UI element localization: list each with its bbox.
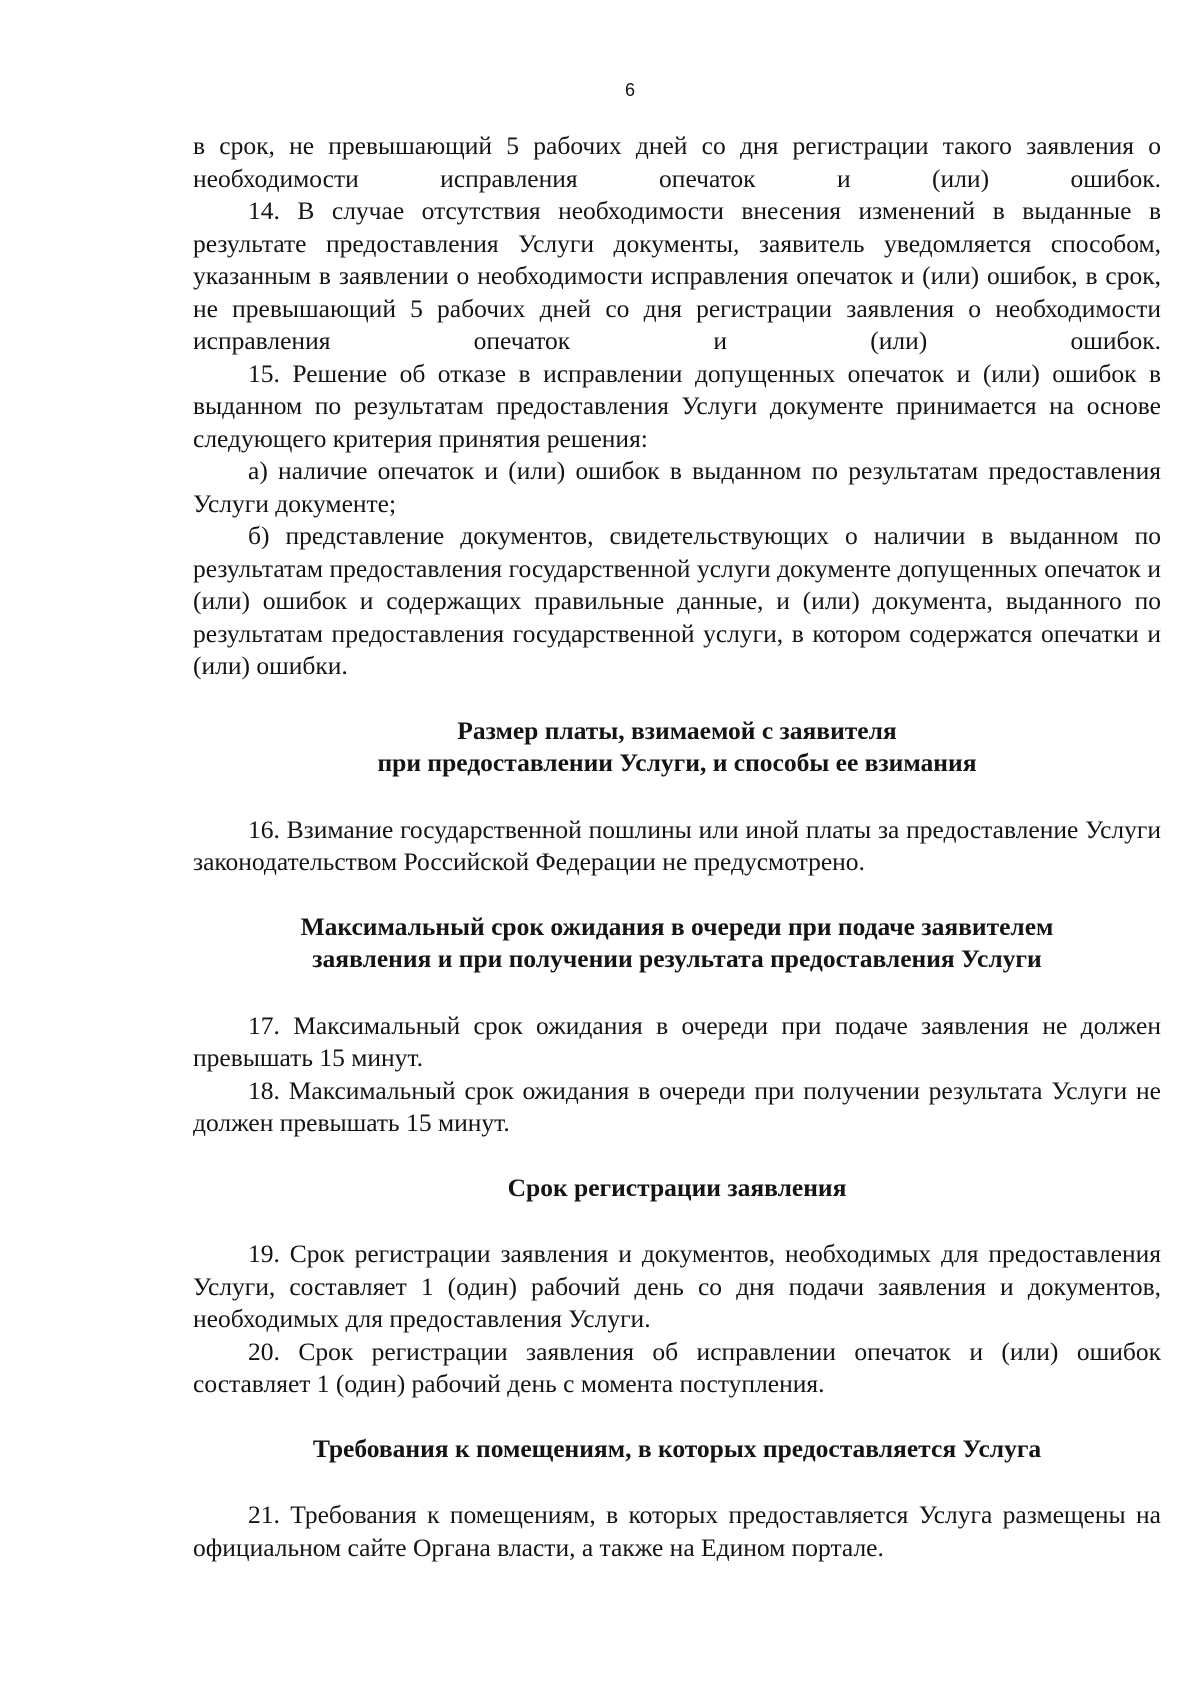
heading-fee-line-2: при предоставлении Услуги, и способы ее взимания [377, 748, 977, 777]
paragraph-17: 17. Максимальный срок ожидания в очереди при подаче заявления не должен превышать 15 минут. [193, 1010, 1161, 1072]
heading-queue-line-1: Максимальный срок ожидания в очереди при подаче заявителем [300, 911, 1054, 941]
paragraph-15-a: а) наличие опечаток и (или) ошибок в выданном по результатам предоставления Услуги документе; [193, 456, 1161, 518]
paragraph-14: 14. В случае отсутствия необходимости внесения изменений в выданные в результате предоставления Услуги документы, заявитель уведомляется способом, указанным в заявлении о необходимости исправления опечаток и (или) ошибок, в срок, не превышающий 5 рабочих дней со дня регистрации заявления о необходимости исправления опечаток и (или) ошибок. [193, 196, 1161, 355]
paragraph-continuation: в срок, не превышающий 5 рабочих дней со дня регистрации такого заявления о необходимости исправления опечаток и (или) ошибок. [193, 131, 1161, 193]
paragraph-19: 19. Срок регистрации заявления и документов, необходимых для предоставления Услуги, составляет 1 (один) рабочий день со дня подачи заявления и документов, необходимых для предоставления Услуги. [193, 1239, 1161, 1333]
heading-registration: Срок регистрации заявления [507, 1172, 847, 1202]
paragraph-21: 21. Требования к помещениям, в которых предоставляется Услуга размещены на официальном сайте Органа власти, а также на Едином портале. [193, 1500, 1161, 1562]
page-number: 6 [624, 80, 635, 100]
paragraph-16: 16. Взимание государственной пошлины или иной платы за предоставление Услуги законодательством Российской Федерации не предусмотрено. [193, 814, 1161, 876]
heading-queue-line-2: заявления и при получении результата предоставления Услуги [312, 944, 1042, 973]
paragraph-15: 15. Решение об отказе в исправлении допущенных опечаток и (или) ошибок в выданном по результатам предоставления Услуги документе принимается на основе следующего критерия принятия решения: [193, 358, 1161, 453]
paragraph-15-b: б) представление документов, свидетельствующих о наличии в выданном по результатам предоставления государственной услуги документе допущенных опечаток и (или) ошибок и содержащих правильные данные, и (или) документа, выданного по результатам предоставления государственной услуги, в котором содержатся опечатки и (или) ошибки. [193, 521, 1161, 680]
paragraph-20: 20. Срок регистрации заявления об исправлении опечаток и (или) ошибок составляет 1 (один) рабочий день с момента поступления. [193, 1336, 1161, 1398]
paragraph-18: 18. Максимальный срок ожидания в очереди при получении результата Услуги не должен превышать 15 минут. [193, 1075, 1161, 1137]
heading-fee-line-1: Размер платы, взимаемой с заявителя [457, 715, 897, 745]
document-body [193, 130, 1161, 1564]
heading-premises: Требования к помещениям, в которых предоставляется Услуга [312, 1433, 1042, 1463]
